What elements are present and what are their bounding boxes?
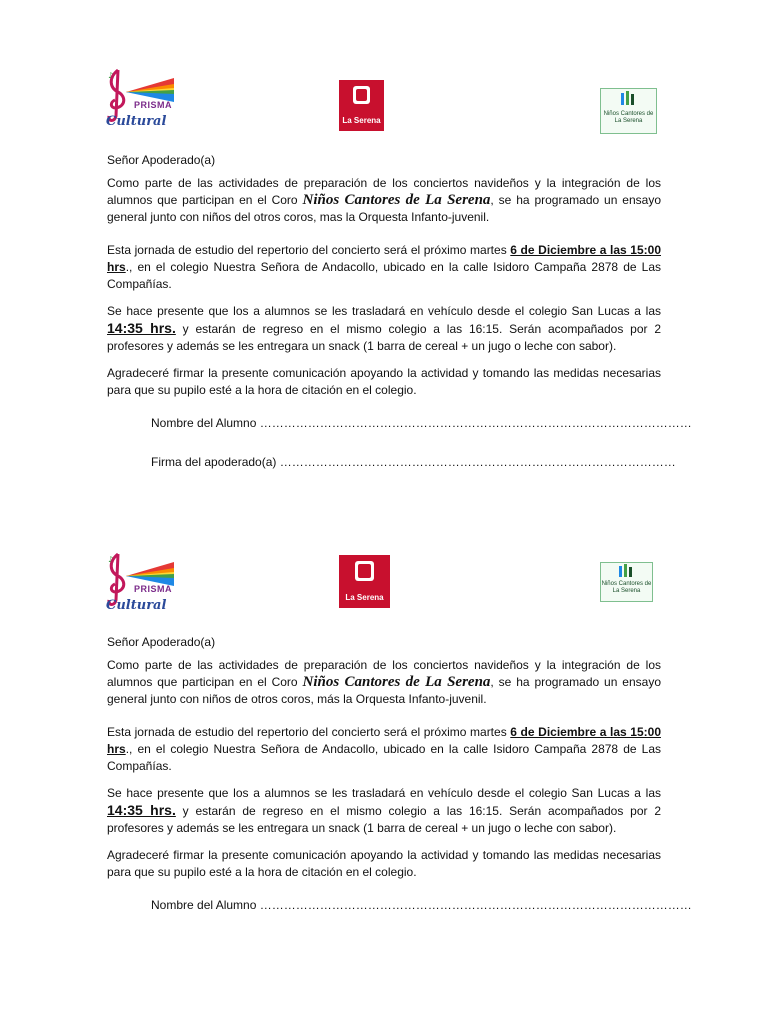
la-serena-logo — [339, 80, 384, 131]
prisma-label: PRISMA — [134, 584, 173, 594]
paragraph-3: Se hace presente que los a alumnos se les trasladará en vehículo desde el colegio San Lucas a las 14:35 hrs. y estarán de regreso en el mismo colegio a las 16:15. Serán acompañados por 2 profesores y además se les entregara un snack (1 barra de cereal + un jugo o leche con sabor). — [107, 304, 662, 353]
guardian-signature-line[interactable]: Firma del apoderado(a) ……………………………………………………………………………………… — [151, 455, 676, 469]
paragraph-4: Agradeceré firmar la presente comunicación apoyando la actividad y tomando las medidas necesarias para que su pupilo esté a la hora de citación en el colegio. — [107, 366, 661, 397]
municipal-shield-icon — [339, 80, 384, 110]
logo-row — [0, 56, 768, 146]
letter-body — [107, 634, 692, 914]
departure-time: 14:35 hrs. — [107, 802, 176, 818]
logo-row — [0, 540, 768, 630]
ninos-cantores-label: Niños Cantores de La Serena — [603, 111, 654, 124]
ninos-cantores-logo — [600, 562, 653, 602]
cultural-label: Cultural — [106, 598, 167, 613]
letter-1 — [0, 56, 768, 469]
departure-time: 14:35 hrs. — [107, 320, 176, 336]
paragraph-2: Esta jornada de estudio del repertorio del concierto será el próximo martes 6 de Diciembre a las 15:00 hrs., en el colegio Nuestra Señora de Andacollo, ubicado en la calle Isidoro Campaña 2878 de Las Compañías. — [107, 725, 661, 773]
choir-icon — [601, 563, 652, 581]
letter-2 — [0, 540, 768, 912]
prisma-cultural-logo — [104, 548, 178, 618]
municipal-shield-icon — [339, 555, 390, 587]
svg-text:♪: ♪ — [108, 71, 114, 80]
ninos-cantores-label: Niños Cantores de La Serena — [601, 581, 652, 594]
la-serena-label: La Serena — [345, 593, 384, 602]
cultural-label: Cultural — [106, 114, 167, 129]
event-date: 6 de Diciembre a las 15:00 hrs — [107, 725, 661, 756]
choir-icon — [601, 89, 656, 109]
ninos-cantores-logo — [600, 88, 657, 134]
paragraph-2: Esta jornada de estudio del repertorio del concierto será el próximo martes 6 de Diciembre a las 15:00 hrs., en el colegio Nuestra Señora de Andacollo, ubicado en la calle Isidoro Campaña 2878 de Las Compañías. — [107, 243, 661, 291]
svg-text:♪: ♪ — [108, 555, 114, 564]
prisma-label: PRISMA — [134, 100, 173, 110]
event-date: 6 de Diciembre a las 15:00 hrs — [107, 243, 661, 274]
choir-name: Niños Cantores de La Serena — [302, 674, 491, 690]
paragraph-3: Se hace presente que los a alumnos se les trasladará en vehículo desde el colegio San Lucas a las 14:35 hrs. y estarán de regreso en el mismo colegio a las 16:15. Serán acompañados por 2 profesores y además se les entregara un snack (1 barra de cereal + un jugo o leche con sabor). — [107, 786, 662, 835]
student-name-line[interactable]: Nombre del Alumno ……………………………………………………………………………………………… — [151, 416, 692, 430]
paragraph-1: Como parte de las actividades de preparación de los conciertos navideños y la integración de los alumnos que participan en el Coro Niños Cantores de La Serena, se ha programado un ensayo general junto con niños del otros coros, mas la Orquesta Infanto-juvenil. — [107, 176, 661, 224]
greeting: Señor Apoderado(a) — [107, 153, 216, 167]
student-name-line[interactable]: Nombre del Alumno ……………………………………………………………………………………………… — [151, 898, 692, 912]
paragraph-4: Agradeceré firmar la presente comunicación apoyando la actividad y tomando las medidas necesarias para que su pupilo esté a la hora de citación en el colegio. — [107, 848, 661, 879]
greeting: Señor Apoderado(a) — [107, 635, 216, 649]
letter-body — [107, 152, 692, 471]
choir-name: Niños Cantores de La Serena — [302, 192, 491, 208]
la-serena-logo — [339, 555, 390, 608]
la-serena-label: La Serena — [342, 116, 381, 125]
paragraph-1: Como parte de las actividades de preparación de los conciertos navideños y la integración de los alumnos que participan en el Coro Niños Cantores de La Serena, se ha programado un ensayo general junto con niños de otros coros, más la Orquesta Infanto-juvenil. — [107, 658, 661, 706]
prisma-cultural-logo — [104, 64, 178, 134]
